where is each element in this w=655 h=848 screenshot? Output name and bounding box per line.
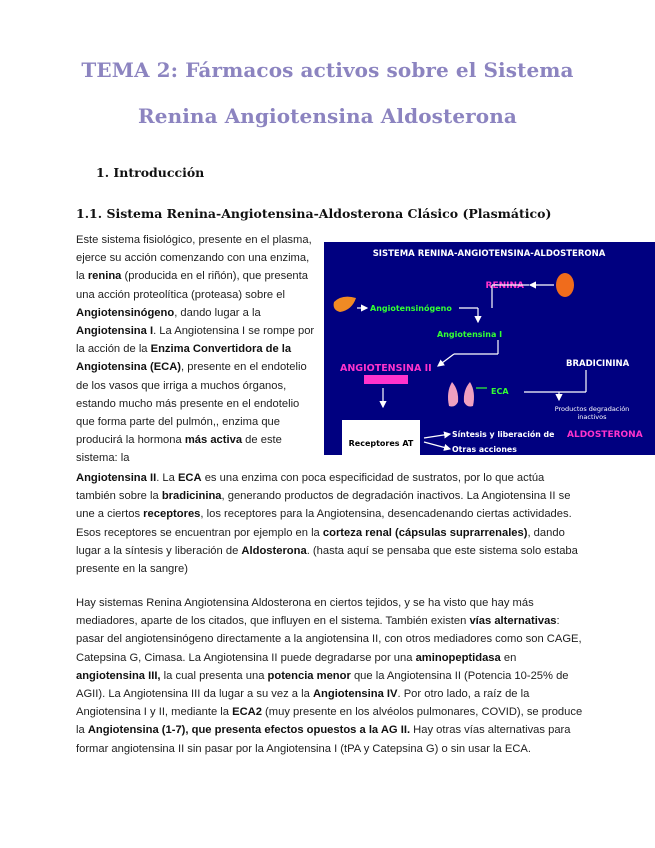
page-title-line-2: Renina Angiotensina Aldosterona <box>138 104 517 128</box>
paragraph-intro: Este sistema fisiológico, presente en el plasma, ejerce su acción comenzando con una enzima, la renina (producida en el riñón), que presenta una acción proteolítica (proteasa) sobre el Angiotensinógeno, dando lugar a la Angiotensina I. La Angiotensina I se rompe por la acción de la Enzima Convertidora de la Angiotensina (ECA), presente en el endotelio de los vasos que irriga a muchos órganos, estando mucho más presente en el endotelio que forma parte del pulmón,, enzima que producirá la hormona más activa de este sistema: la <box>76 234 315 465</box>
diagram-title: SISTEMA RENINA-ANGIOTENSINA-ALDOSTERONA <box>372 249 606 259</box>
label-angiotensina-2: ANGIOTENSINA II <box>340 363 432 374</box>
subsection-heading-sistema-clasico: 1.1. Sistema Renina-Angiotensina-Aldosterona Clásico (Plasmático) <box>76 206 552 221</box>
label-angiotensinogeno: Angiotensinógeno <box>370 304 452 313</box>
paragraph-eca: Angiotensina II. La ECA es una enzima con poca especificidad de sustratos, por lo que actúa también sobre la bradicinina, generando productos de degradación inactivos. La Angiotensina II se une a ciertos receptores, los receptores para la Angiotensina, desencadenando ciertas actividades. Esos receptores se encuentran por ejemplo en la corteza renal (cápsulas suprarrenales), dando lugar a la síntesis y liberación de Aldosterona. (hasta aquí se pensaba que este sistema solo estaba presente en la sangre) <box>76 472 578 576</box>
paragraph-vias-alternativas: Hay sistemas Renina Angiotensina Aldosterona en ciertos tejidos, y se ha visto que hay más mediadores, aparte de los citados, que influyen en el sistema. También existen vías alternativas: pasar del angiotensinógeno directamente a la angiotensina II, con otros mediadores como son CAGE, Catepsina G, Cimasa. La Angiotensina II puede degradarse por una aminopeptidasa en angiotensina III, la cual presenta una potencia menor que la Angiotensina II (Potencia 10-25% de AGII). La Angiotensina III da lugar a su vez a la Angiotensina IV. Por otro lado, a raíz de la Angiotensina I y II, mediante la ECA2 (muy presente en los alvéolos pulmonares, COVID), se produce la Angiotensina (1-7), que presenta efectos opuestos a la AG II. Hay otras vías alternativas para formar angiotensina II sin pasar por la Angiotensina I (tPA y Catepsina G) o sin usar la ECA. <box>76 597 583 755</box>
label-angiotensina-1: Angiotensina I <box>437 330 503 339</box>
raas-diagram <box>324 242 655 455</box>
page-title-line-1: TEMA 2: Fármacos activos sobre el Sistema <box>81 58 574 82</box>
label-productos-1: Productos degradación <box>554 405 630 413</box>
section-heading-introduccion: 1. Introducción <box>96 165 205 180</box>
angiotensina-2-bar <box>364 375 408 384</box>
label-bradicinina: BRADICININA <box>566 359 630 369</box>
label-renina: RENINA <box>485 281 524 291</box>
label-productos-2: inactivos <box>577 413 607 421</box>
kidney-icon <box>556 273 574 297</box>
label-otras-acciones: Otras acciones <box>452 445 517 454</box>
raas-diagram-svg <box>324 242 655 455</box>
label-receptores: Receptores AT <box>348 439 414 448</box>
receptores-box <box>342 420 420 455</box>
label-aldosterona: ALDOSTERONA <box>567 430 643 440</box>
label-sintesis: Síntesis y liberación de <box>452 430 555 439</box>
label-eca: ECA <box>491 387 509 396</box>
